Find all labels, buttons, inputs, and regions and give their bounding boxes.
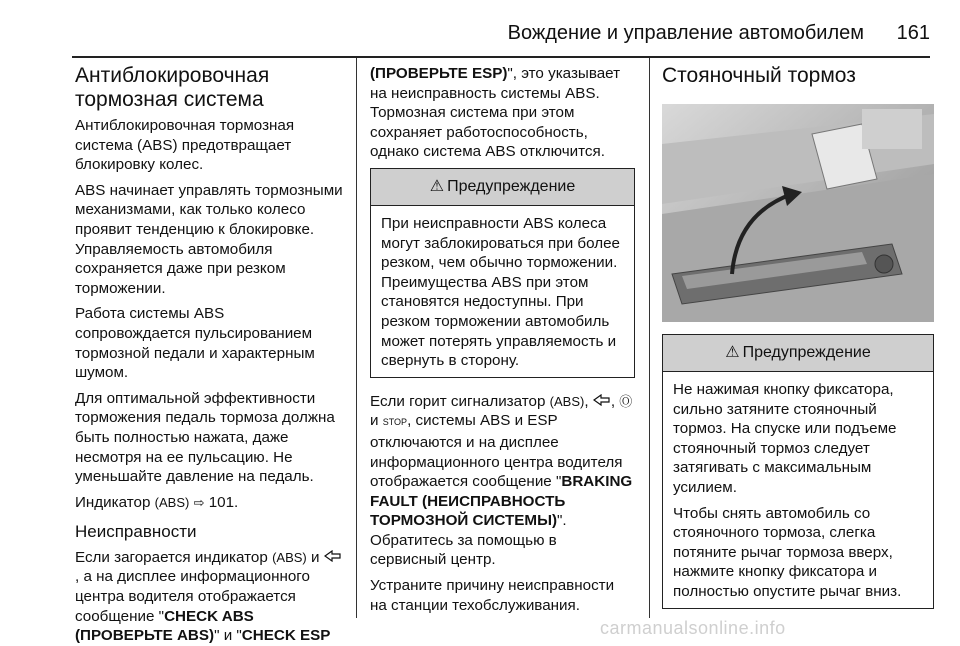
warning-triangle-icon: ⚠ [429,178,445,196]
paragraph: Если загорается индикатор (ABS) и , а на дисплее информационного центра водителя отображается сообщение "CHECK ABS (ПРОВЕРЬТЕ ABS)" и "CHECK ESP [75,548,343,646]
stop-icon: STOP [382,417,408,428]
brake-system-icon [593,392,611,412]
column-3 [662,58,934,642]
page-reference[interactable]: 101. [208,493,239,511]
brake-circle-icon: Ⓞ [619,393,633,409]
column-1 [75,58,343,645]
column-2 [370,58,635,642]
page-ref-arrow-icon: ⇨ [193,494,205,510]
abs-warning-icon: (ABS) [549,393,585,409]
paragraph: Для оптимальной эффективности торможения педаль тормоза должна быть полностью нажата, даже несмотря на ее пульсацию. Не уменьшайте давление на педаль. [75,389,335,486]
paragraph: Если горит сигнализатор (ABS), , Ⓞ и STOP, системы ABS и ESP отключаются и на дисплее информационного центра водителя отображается сообщение "BRAKING FAULT (НЕИСПРАВНОСТЬ ТОРМОЗНОЙ СИСТЕМЫ)". Обратитесь за помощью в сервисный центр. [370,392,633,569]
parking-brake-illustration [662,104,934,322]
warning-header: ⚠ Предупреждение [371,169,634,206]
warning-text: При неисправности ABS колеса могут заблокироваться при более резком, чем обычно торможении. Преимущества ABS при этом становятся недоступны. При резком торможении автомобиль может потерять управляемость и свернуть в сторону. [381,214,620,370]
paragraph: ABS начинает управлять тормозными механизмами, как только колесо проявит тенденцию к блокировке. Управляемость автомобиля сохраняется даже при резком торможении. [75,181,343,297]
subsection-title-faults: Неисправности [75,522,197,542]
page-header [0,0,960,58]
watermark: carmanualsonline.info [600,618,786,638]
paragraph: (ПРОВЕРЬТЕ ESP)", это указывает на неисправность системы ABS. Тормозная система при этом сохраняет работоспособность, однако система ABS отключится. [370,65,621,161]
warning-box [662,334,934,609]
paragraph: Работа системы ABS сопровождается пульсированием тормозной педали и характерным шумом. [75,305,315,382]
warning-triangle-icon: ⚠ [725,344,740,362]
page-number: 161 [896,22,930,44]
indicator-reference: Индикатор (ABS) ⇨ 101. [75,493,239,511]
warning-box [370,168,635,378]
column-divider [649,58,650,618]
section-title-parking-brake: Стояночный тормоз [662,64,856,87]
paragraph: Антиблокировочная тормозная система (ABS) предотвращает блокировку колес. [75,117,295,174]
warning-text: Не нажимая кнопку фиксатора, сильно затяните стояночный тормоз. На спуске или подъеме стояночный тормоз следует затягивать с максимальным усилием. Чтобы снять автомобиль со стояночного тормоза, слегка потяните рычаг тормоза вверх, нажмите кнопку фиксатора и полностью опустите рычаг вниз. [673,381,902,600]
abs-warning-icon: (ABS) [272,549,307,565]
column-divider [356,58,357,618]
abs-warning-icon: (ABS) [154,494,190,510]
header-title: Вождение и управление автомобилем [507,22,864,44]
paragraph: Устраните причину неисправности на станции техобслуживания. [370,577,615,614]
brake-system-icon [324,548,342,568]
section-title-abs: Антиблокировочная тормозная система [75,64,270,111]
warning-header: ⚠ Предупреждение [663,335,933,372]
